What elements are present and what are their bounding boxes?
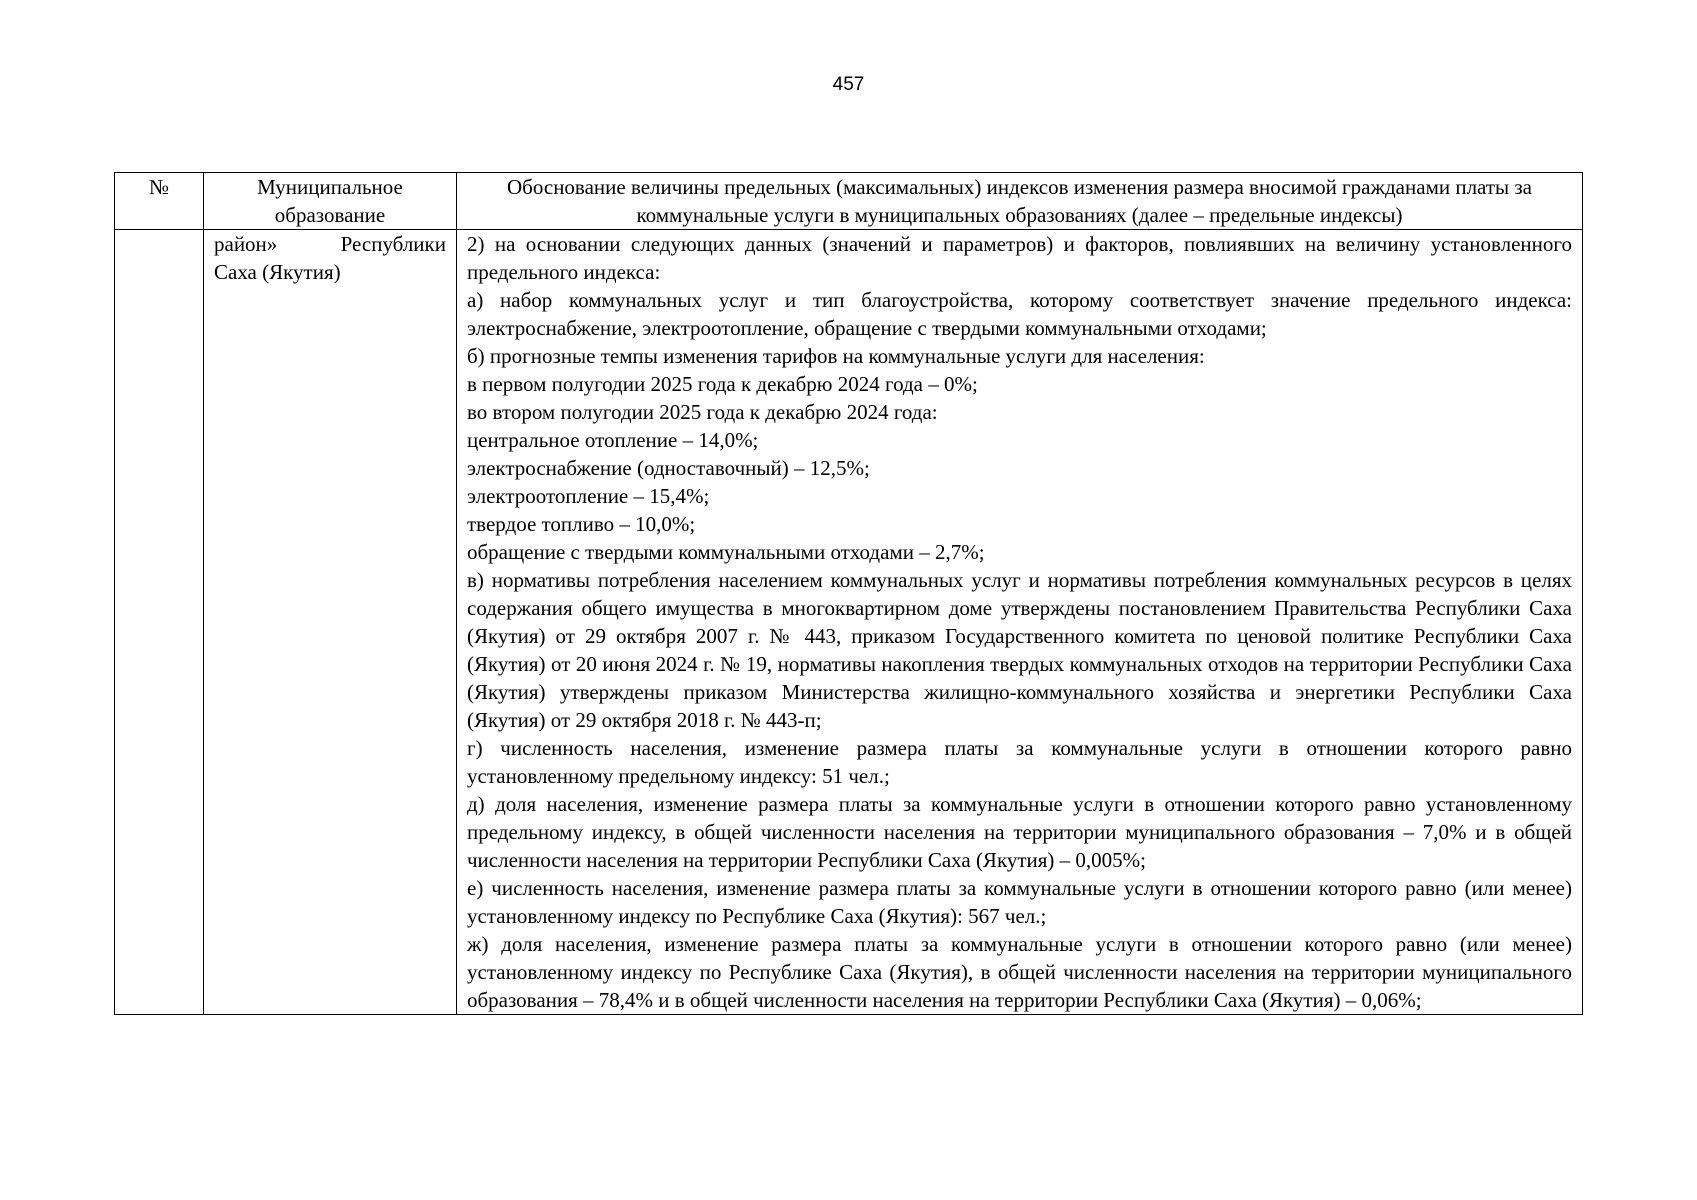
page-number: 457 [832, 74, 865, 95]
paragraph-a: а) набор коммунальных услуг и тип благоустройства, которому соответствует значение предельного индекса: электроснабжение, электроотопление, обращение с твердыми коммунальными отходами; [467, 288, 1572, 340]
paragraph-d: д) доля населения, изменение размера платы за коммунальные услуги в отношении которого равно установленному предельному индексу, в общей численности населения на территории муниципального образования – 7,0% и в общей численности населения на территории Республики Саха (Якутия) – 0,005%; [467, 792, 1572, 872]
paragraph-b: б) прогнозные темпы изменения тарифов на коммунальные услуги для населения: [467, 344, 1205, 368]
paragraph-2: 2) на основании следующих данных (значений и параметров) и факторов, повлиявших на величину установленного предельного индекса: [467, 232, 1572, 284]
paragraph-second-half: во втором полугодии 2025 года к декабрю 2024 года: [467, 400, 938, 424]
municipality-line-2: Саха (Якутия) [214, 260, 341, 284]
cell-municipality [204, 230, 457, 1015]
paragraph-e: е) численность населения, изменение размера платы за коммунальные услуги в отношении которого равно (или менее) установленному индексу по Республике Саха (Якутия): 567 чел.; [467, 876, 1572, 928]
header-municipality: Муниципальное образование [204, 173, 457, 230]
paragraph-g: г) численность населения, изменение размера платы за коммунальные услуги в отношении которого равно установленному предельному индексу: 51 чел.; [467, 736, 1572, 788]
municipality-line-1: район» Республики [214, 232, 446, 256]
paragraph-v: в) нормативы потребления населением коммунальных услуг и нормативы потребления коммунальных ресурсов в целях содержания общего имущества в многоквартирном доме утверждены постановлением Правительства Республики Саха (Якутия) от 29 октября 2007 г. № 443, приказом Государственного комитета по ценовой политике Республики Саха (Якутия) от 20 июня 2024 г. № 19, нормативы накопления твердых коммунальных отходов на территории Республики Саха (Якутия) утверждены приказом Министерства жилищно-коммунального хозяйства и энергетики Республики Саха (Якутия) от 29 октября 2018 г. № 443-п; [467, 568, 1572, 732]
paragraph-waste: обращение с твердыми коммунальными отходами – 2,7%; [467, 540, 985, 564]
header-number: № [115, 173, 204, 230]
header-justification: Обоснование величины предельных (максимальных) индексов изменения размера вносимой гражданами платы за коммунальные услуги в муниципальных образованиях (далее – предельные индексы) [457, 173, 1583, 230]
paragraph-electric-heating: электроотопление – 15,4%; [467, 484, 710, 508]
paragraph-electricity: электроснабжение (одноставочный) – 12,5%; [467, 456, 870, 480]
cell-number [115, 230, 204, 1015]
paragraph-central-heating: центральное отопление – 14,0%; [467, 428, 759, 452]
paragraph-solid-fuel: твердое топливо – 10,0%; [467, 512, 696, 536]
cell-justification [457, 230, 1583, 1015]
paragraph-zh: ж) доля населения, изменение размера платы за коммунальные услуги в отношении которого равно (или менее) установленному индексу по Республике Саха (Якутия), в общей численности населения на территории муниципального образования – 78,4% и в общей численности населения на территории Республики Саха (Якутия) – 0,06%; [467, 932, 1572, 1012]
table-row [115, 230, 1583, 1015]
paragraph-first-half: в первом полугодии 2025 года к декабрю 2024 года – 0%; [467, 372, 978, 396]
table-header-row [115, 173, 1583, 230]
justification-table [114, 172, 1583, 1015]
